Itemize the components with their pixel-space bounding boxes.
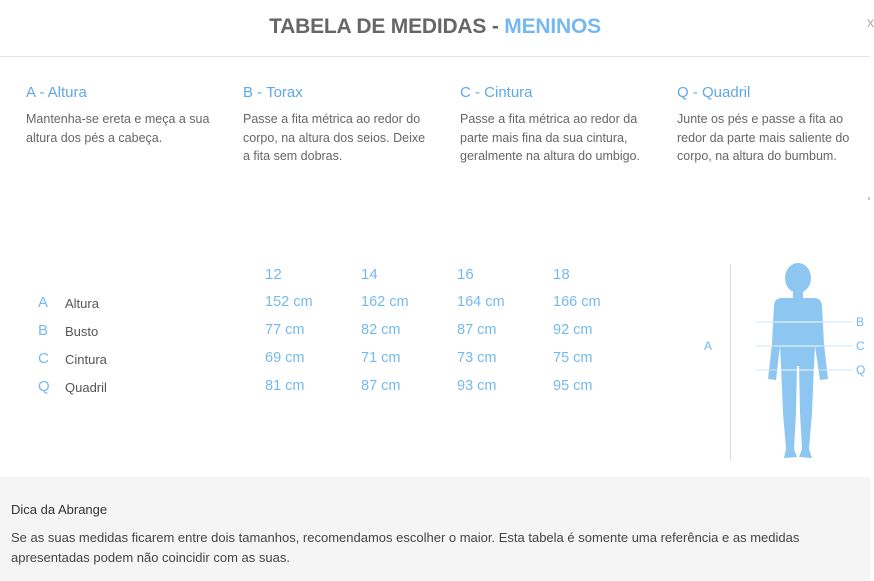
guide-height xyxy=(26,84,218,147)
tip-text: Se as suas medidas ficarem entre dois tamanhos, recomendamos escolher o maior. Esta tabela é somente uma referência e as medidas apresentadas podem não coincidir com as suas. xyxy=(11,530,800,565)
marker-letter: Q xyxy=(856,363,866,377)
guide-text: Junte os pés e passe a fita ao redor da parte mais saliente do corpo, na altura do bumbum. xyxy=(677,112,850,163)
table-cell: 75 cm xyxy=(553,350,593,366)
guide-title: C - Cintura xyxy=(460,84,533,101)
scrollbar-marker xyxy=(868,197,870,200)
table-cell: 87 cm xyxy=(457,322,497,338)
tip-panel xyxy=(0,477,870,581)
table-cell: 162 cm xyxy=(361,294,409,310)
table-cell: 95 cm xyxy=(553,378,593,394)
table-cell: 93 cm xyxy=(457,378,497,394)
title-accent: MENINOS xyxy=(504,15,601,38)
page-title xyxy=(0,15,870,39)
row-label: Quadril xyxy=(65,380,107,395)
row-label: Altura xyxy=(65,296,99,311)
table-cell: 92 cm xyxy=(553,322,593,338)
close-button[interactable]: x xyxy=(867,14,874,30)
table-cell: 73 cm xyxy=(457,350,497,366)
guide-hip xyxy=(677,84,869,166)
height-letter: A xyxy=(704,339,713,353)
table-cell: 152 cm xyxy=(265,294,313,310)
guide-chest xyxy=(243,84,435,166)
size-header: 16 xyxy=(457,266,474,283)
table-cell: 69 cm xyxy=(265,350,305,366)
guide-title: B - Torax xyxy=(243,84,303,101)
title-main: TABELA DE MEDIDAS - xyxy=(269,15,505,38)
table-cell: 82 cm xyxy=(361,322,401,338)
row-label: Busto xyxy=(65,324,99,339)
size-header: 12 xyxy=(265,266,282,283)
row-letter: B xyxy=(38,322,49,339)
table-cell: 71 cm xyxy=(361,350,401,366)
body-diagram xyxy=(700,262,870,462)
guide-text: Passe a fita métrica ao redor do corpo, na altura dos seios. Deixe a fita sem dobras. xyxy=(243,112,426,163)
row-letter: Q xyxy=(38,378,50,395)
table-cell: 87 cm xyxy=(361,378,401,394)
guide-title: A - Altura xyxy=(26,84,87,101)
table-cell: 77 cm xyxy=(265,322,305,338)
tip-title: Dica da Abrange xyxy=(11,502,108,517)
table-cell: 81 cm xyxy=(265,378,305,394)
guide-text: Mantenha-se ereta e meça a sua altura dos pés a cabeça. xyxy=(26,112,210,145)
child-silhouette-icon xyxy=(700,262,870,462)
row-label: Cintura xyxy=(65,352,107,367)
row-letter: C xyxy=(38,350,49,367)
row-letter: A xyxy=(38,294,49,311)
guide-title: Q - Quadril xyxy=(677,84,751,101)
size-header: 18 xyxy=(553,266,570,283)
table-cell: 166 cm xyxy=(553,294,601,310)
guide-waist xyxy=(460,84,652,166)
marker-letter: C xyxy=(856,339,865,353)
table-cell: 164 cm xyxy=(457,294,505,310)
modal-header xyxy=(0,0,874,57)
guide-text: Passe a fita métrica ao redor da parte mais fina da sua cintura, geralmente na altura do umbigo. xyxy=(460,112,640,163)
size-header: 14 xyxy=(361,266,378,283)
marker-letter: B xyxy=(856,315,865,329)
